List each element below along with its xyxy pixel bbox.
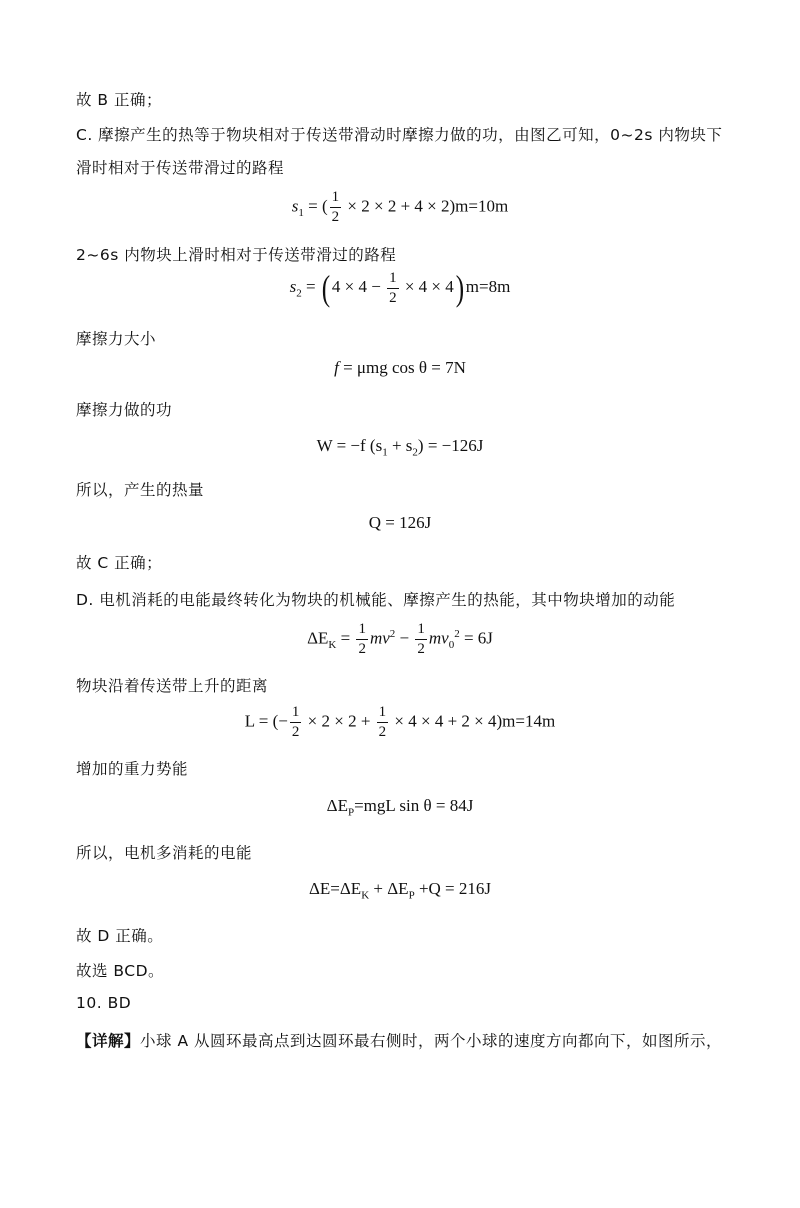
text-line-7: 所以，产生的热量 <box>76 481 205 499</box>
frac-den: 2 <box>358 641 366 657</box>
frac-den: 2 <box>331 209 340 225</box>
frac-num: 1 <box>377 705 389 723</box>
eq-part: ΔE <box>326 796 348 815</box>
frac-num: 1 <box>387 271 399 289</box>
eq-part: − <box>395 628 414 648</box>
frac-den: 2 <box>378 724 387 740</box>
text-line-15: 10. BD <box>76 994 132 1012</box>
equation-heat: Q = 126J <box>368 513 432 532</box>
frac-num: 1 <box>290 705 302 723</box>
equation-distance <box>0 705 800 740</box>
eq-sub: 0 <box>448 638 455 651</box>
eq-part: L = (− <box>244 711 288 731</box>
eq-f: f <box>334 358 339 377</box>
eq-s: s <box>289 276 297 296</box>
eq-part: =mgL sin θ = 84J <box>354 796 474 815</box>
eq-part: ) = −126J <box>417 436 484 455</box>
equation-friction <box>0 358 800 378</box>
eq-part: W = −f (s <box>316 436 383 455</box>
eq-part: mv <box>369 628 390 648</box>
eq-part: = μmg cos θ = 7N <box>343 358 466 377</box>
text-line-8: 故 C 正确； <box>76 554 163 572</box>
eq-sub: 1 <box>382 446 388 459</box>
fraction-half <box>387 271 399 306</box>
equation-energy <box>0 879 800 901</box>
text-line-2: C. 摩擦产生的热等于物块相对于传送带滑动时摩擦力做的功，由图乙可知，0~2s 内物块下 <box>76 126 723 144</box>
frac-den: 2 <box>389 289 397 306</box>
equation-work <box>0 436 800 458</box>
fraction-half <box>377 705 389 740</box>
eq-sub: P <box>408 889 415 902</box>
equation-s2: $s_2$ = ( 4 × 4 − $\frac{1}{2}$ × 4 × 4) m=8m <box>289 268 511 308</box>
eq-part: ΔE <box>307 628 329 648</box>
text-line-12: 所以，电机多消耗的电能 <box>76 844 253 862</box>
fraction-half <box>415 622 427 657</box>
text-line-3: 滑时相对于传送带滑过的路程 <box>76 159 285 177</box>
eq-part: = <box>301 276 320 296</box>
equation-potential <box>0 796 800 818</box>
equation-kinetic <box>0 622 800 657</box>
frac-num: 1 <box>330 190 342 208</box>
text-line-16 <box>76 1029 722 1051</box>
eq-sup: 2 <box>454 627 460 640</box>
eq-part: × 4 × 4 <box>400 276 454 296</box>
eq-sub: 2 <box>412 446 418 459</box>
eq-sub: 1 <box>298 206 304 219</box>
eq-part: +Q = 216J <box>414 879 492 898</box>
text-line-14: 故选 BCD。 <box>76 962 165 980</box>
text-line-9: D. 电机消耗的电能最终转化为物块的机械能、摩擦产生的热能，其中物块增加的动能 <box>76 591 676 609</box>
section-bracket: 【详解】 <box>76 1032 141 1050</box>
fraction-half <box>290 705 302 740</box>
eq-part: 4 × 4 − <box>331 276 386 296</box>
eq-part: = <box>336 628 355 648</box>
eq-sub: K <box>328 638 337 651</box>
frac-num: 1 <box>415 622 427 640</box>
eq-sub: 2 <box>296 287 302 300</box>
eq-part: = 6J <box>459 628 493 648</box>
eq-part: ΔE=ΔE <box>308 879 362 898</box>
text-line-10: 物块沿着传送带上升的距离 <box>76 677 269 695</box>
text-line-13: 故 D 正确。 <box>76 927 164 945</box>
eq-part: + ΔE <box>369 879 409 898</box>
eq-part: = ( <box>303 196 328 216</box>
equation-s1 <box>0 190 800 225</box>
frac-den: 2 <box>291 724 300 740</box>
eq-sub: K <box>361 889 370 902</box>
text-line-1: 故 B 正确； <box>76 91 162 109</box>
frac-num: 1 <box>356 622 368 640</box>
eq-part: mv <box>428 628 449 648</box>
eq-part: m=8m <box>465 276 511 296</box>
eq-part: × 2 × 2 + <box>303 711 375 731</box>
eq-part: × 2 × 2 + 4 × 2)m=10m <box>343 196 509 216</box>
eq-part: + s <box>387 436 413 455</box>
text-line-11: 增加的重力势能 <box>76 760 189 778</box>
fraction-half <box>356 622 368 657</box>
eq-sub: P <box>347 806 355 819</box>
eq-sup: 2 <box>389 627 396 640</box>
eq-s: s <box>291 196 299 216</box>
frac-den: 2 <box>417 641 425 657</box>
text-line-5: 摩擦力大小 <box>76 330 157 348</box>
text-line-4: 2~6s 内物块上滑时相对于传送带滑过的路程 <box>76 246 397 264</box>
text-line-6: 摩擦力做的功 <box>76 401 173 419</box>
eq-part: × 4 × 4 + 2 × 4)m=14m <box>390 711 556 731</box>
fraction-half <box>330 190 342 225</box>
text-line-16-rest: 小球 A 从圆环最高点到达圆环最右侧时，两个小球的速度方向都向下，如图所示， <box>140 1032 722 1050</box>
